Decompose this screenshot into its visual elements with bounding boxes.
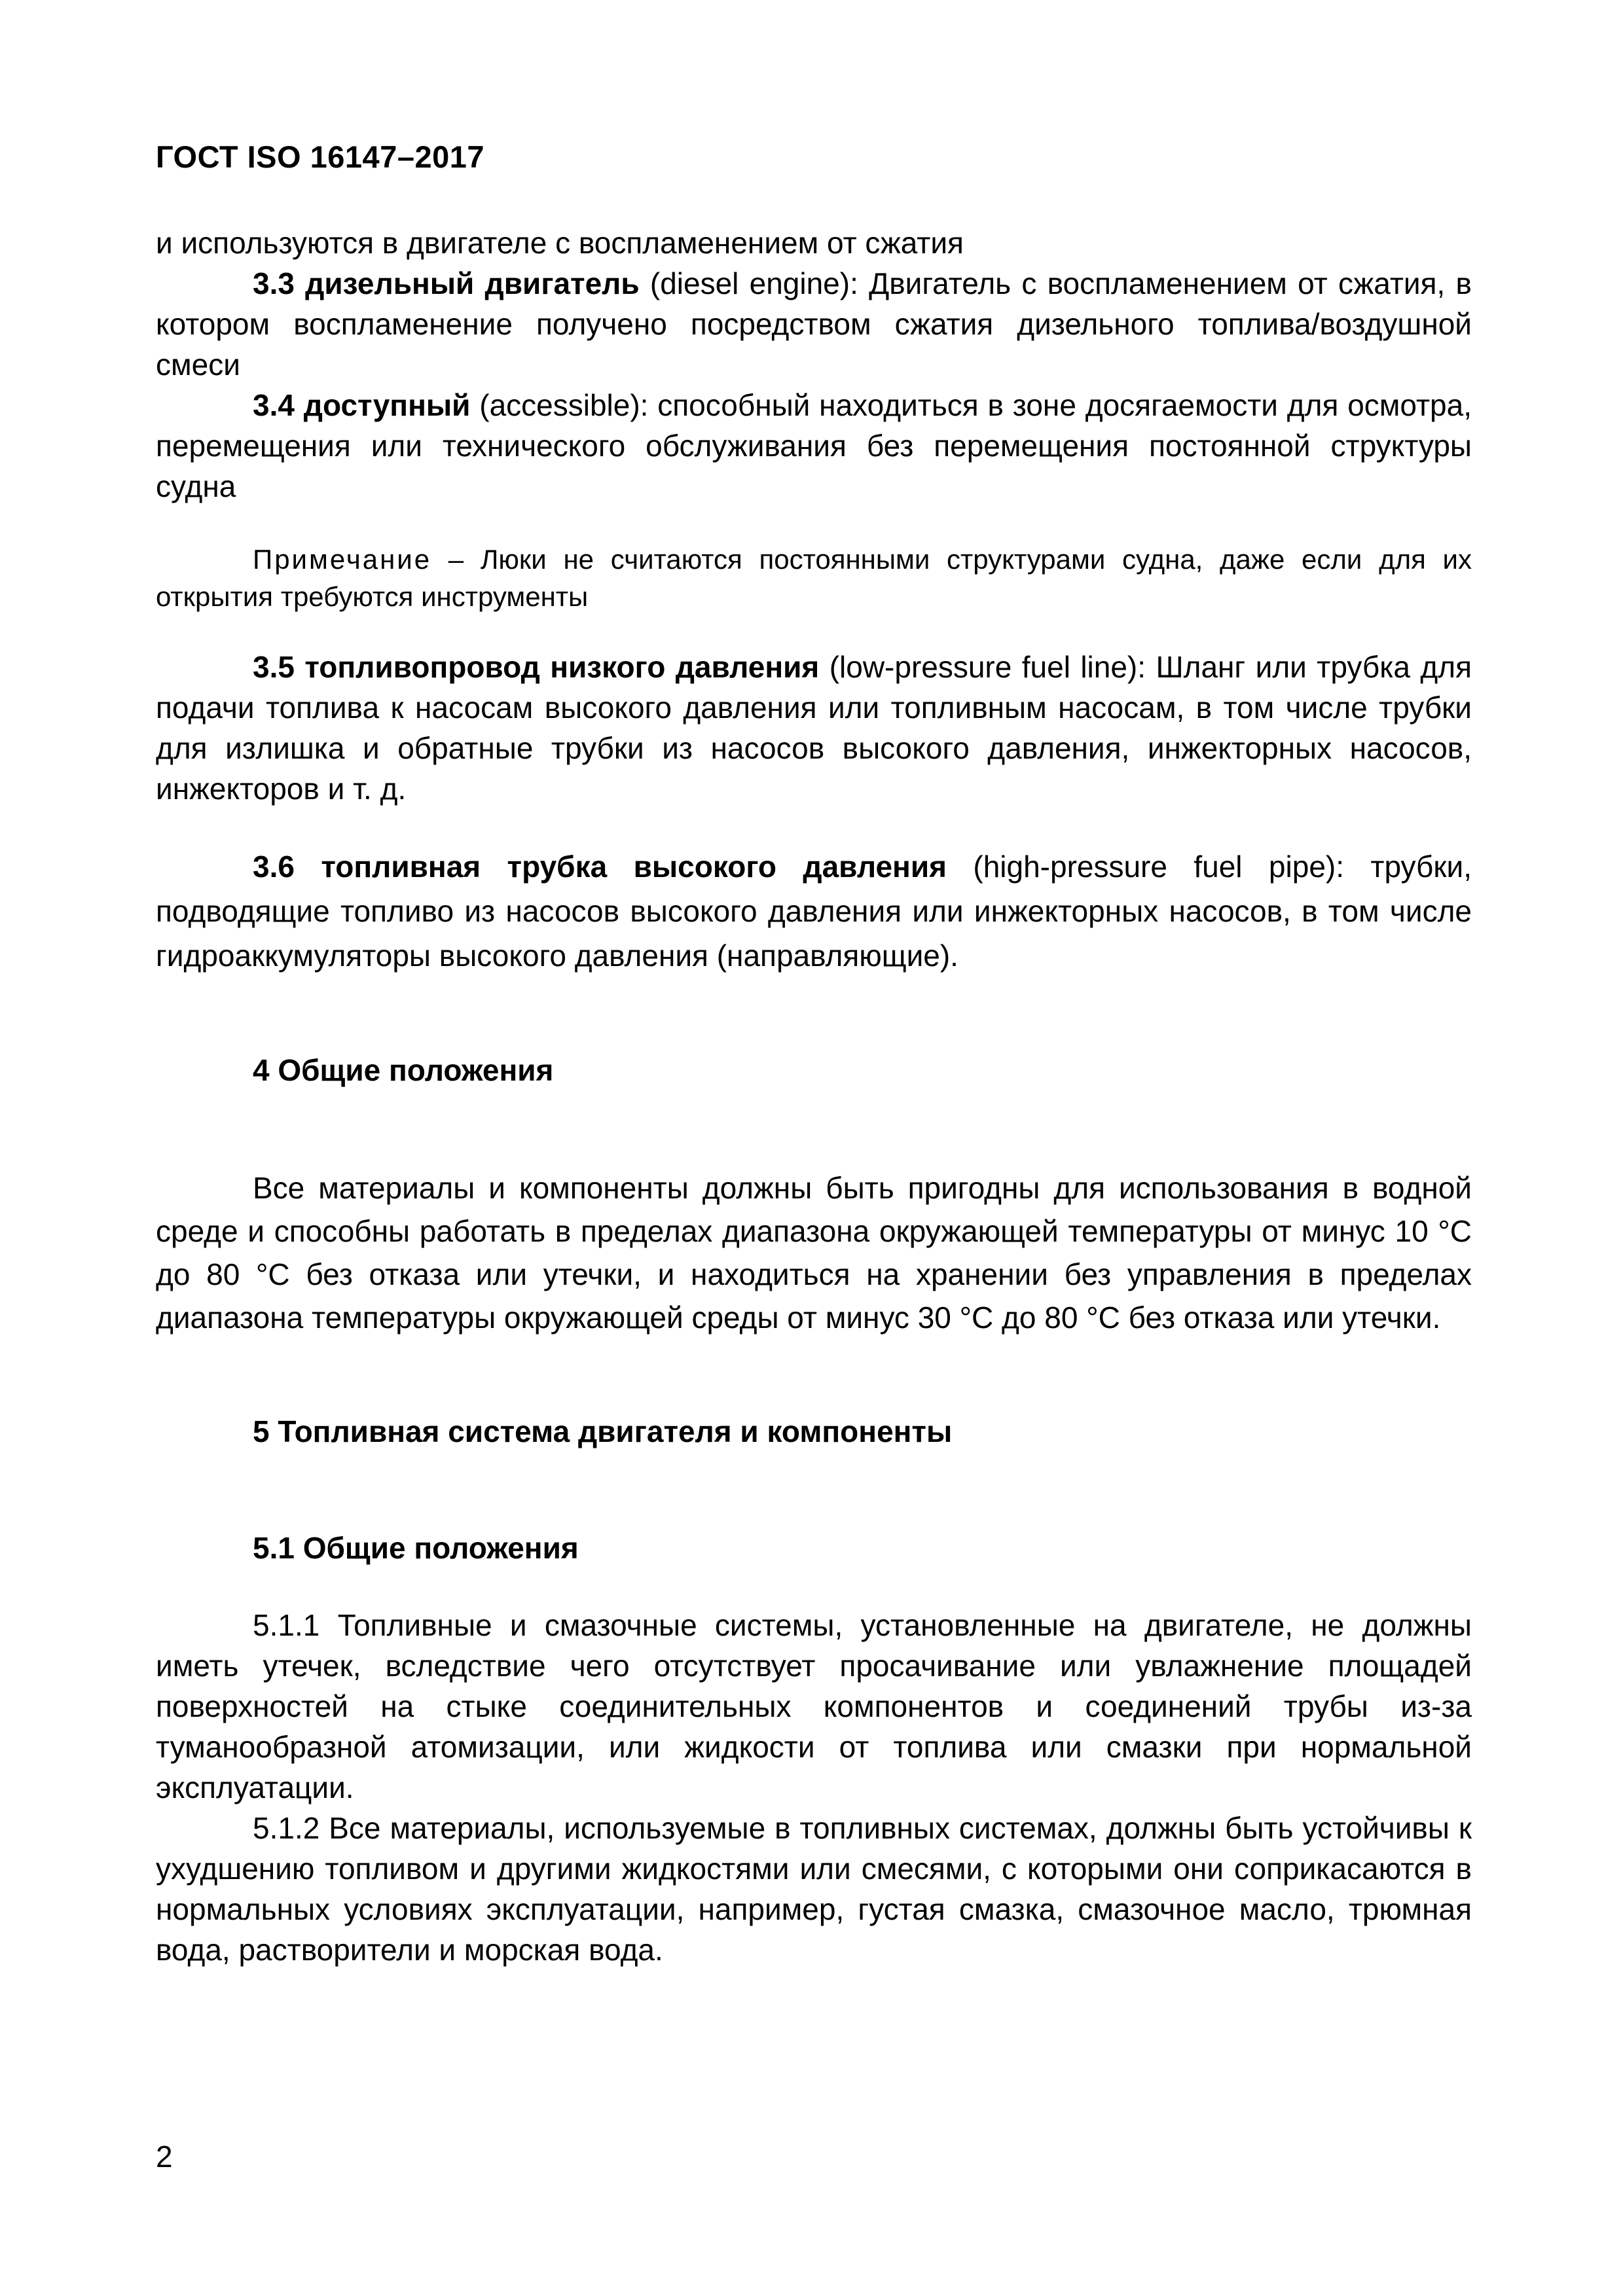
note — [156, 541, 1472, 615]
section-4-paragraph: Все материалы и компоненты должны быть пригодны для использования в водной среде и способны работать в пределах диапазона окружающей температуры от минус 10 °С до 80 °С без отказа или утечки, и находиться на хранении без управления в пределах диапазона температуры окружающей среды от минус 30 °С до 80 °С без отказа или утечки. — [156, 1171, 1472, 1335]
paragraph-continuation: и используются в двигателе с воспламенением от сжатия — [156, 226, 964, 260]
section-heading-5: 5 Топливная система двигателя и компоненты — [253, 1414, 953, 1448]
section-heading-5-1: 5.1 Общие положения — [253, 1531, 579, 1565]
page-number: 2 — [156, 2140, 173, 2174]
definition-text-3-6: (high-pressure fuel pipe): трубки, подводящие топливо из насосов высокого давления или инжекторных насосов, в том числе гидроаккумуляторы высокого давления (направляющие). — [156, 850, 1472, 973]
definition-3-3 — [156, 263, 1472, 385]
section-heading-4: 4 Общие положения — [253, 1053, 554, 1087]
note-text: – Люки не считаются постоянными структурами судна, даже если для их открытия требуются инструменты — [156, 544, 1472, 612]
definition-3-4 — [156, 385, 1472, 507]
definition-3-6 — [156, 844, 1472, 978]
note-label: Примечание — [253, 544, 432, 575]
term-3-4: 3.4 доступный — [253, 388, 471, 422]
document-header: ГОСТ ISO 16147–2017 — [156, 139, 485, 174]
definition-text-3-4: (accessible): способный находиться в зоне досягаемости для осмотра, перемещения или технического обслуживания без перемещения постоянной структуры судна — [156, 388, 1472, 503]
definition-3-5 — [156, 647, 1472, 809]
definition-text-3-3: (diesel engine): Двигатель с воспламенением от сжатия, в котором воспламенение получено посредством сжатия дизельного топлива/воздушной смеси — [156, 266, 1472, 382]
definition-text-3-5: (low-pressure fuel line): Шланг или трубка для подачи топлива к насосам высокого давления или топливным насосам, в том числе трубки для излишка и обратные трубки из насосов высокого давления, инжекторных насосов, инжекторов и т. д. — [156, 650, 1472, 806]
document-body — [156, 223, 1472, 1970]
term-3-5: 3.5 топливопровод низкого давления — [253, 650, 820, 684]
clause-5-1-1: 5.1.1 Топливные и смазочные системы, установленные на двигателе, не должны иметь утечек, вследствие чего отсутствует просачивание или увлажнение площадей поверхностей на стыке соединительных компонентов и соединений трубы из-за туманообразной атомизации, или жидкости от топлива или смазки при нормальной эксплуатации. — [156, 1608, 1472, 1804]
clause-5-1-2: 5.1.2 Все материалы, используемые в топливных системах, должны быть устойчивы к ухудшению топливом и другими жидкостями или смесями, с которыми они соприкасаются в нормальных условиях эксплуатации, например, густая смазка, смазочное масло, трюмная вода, растворители и морская вода. — [156, 1811, 1472, 1967]
term-3-3: 3.3 дизельный двигатель — [253, 266, 640, 300]
term-3-6: 3.6 топливная трубка высокого давления — [253, 850, 947, 884]
